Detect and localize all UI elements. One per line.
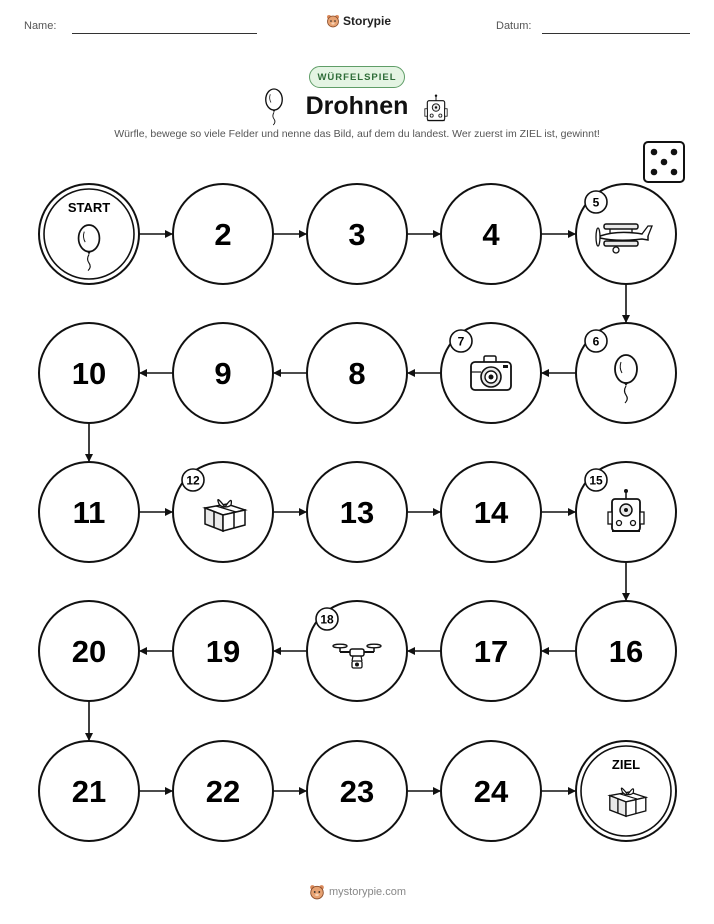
- page-title: Drohnen: [305, 92, 409, 120]
- board-cell-19[interactable]: [173, 601, 273, 701]
- cell-number: 18: [320, 612, 334, 627]
- cell-number: 12: [186, 473, 200, 488]
- cell-label: START: [67, 200, 111, 215]
- board-cell-12[interactable]: [173, 462, 273, 562]
- board-cell-14[interactable]: [441, 462, 541, 562]
- board-cell-2[interactable]: [173, 184, 273, 284]
- cell-number: 14: [473, 495, 509, 530]
- cell-number: 2: [214, 217, 232, 252]
- board-cell-8[interactable]: [307, 323, 407, 423]
- cell-number: 13: [339, 495, 375, 530]
- board-cell-18[interactable]: [307, 601, 407, 701]
- board-cell-ziel[interactable]: [576, 741, 676, 841]
- cell-number: 22: [205, 774, 241, 809]
- cell-circle: [576, 741, 676, 841]
- die-five-icon: [644, 142, 684, 182]
- board-cell-9[interactable]: [173, 323, 273, 423]
- cell-number: 9: [214, 356, 232, 391]
- board-cell-4[interactable]: [441, 184, 541, 284]
- date-label: Datum:: [496, 20, 532, 32]
- footer-url[interactable]: mystorypie.com: [329, 886, 407, 898]
- cell-label: ZIEL: [611, 757, 641, 772]
- cell-number: 11: [72, 495, 106, 530]
- board-cell-11[interactable]: [39, 462, 139, 562]
- board-cell-5[interactable]: [576, 184, 676, 284]
- game-type-badge: WÜRFELSPIEL: [309, 66, 405, 88]
- board-cell-10[interactable]: [39, 323, 139, 423]
- board-cell-7[interactable]: [441, 323, 541, 423]
- board-cell-15[interactable]: [576, 462, 676, 562]
- cell-number: 20: [71, 634, 107, 669]
- board-cell-21[interactable]: [39, 741, 139, 841]
- cell-number: 6: [592, 334, 600, 349]
- board-cell-17[interactable]: [441, 601, 541, 701]
- brand-name: Storypie: [343, 14, 392, 28]
- cell-number: 4: [482, 217, 500, 252]
- name-label: Name:: [24, 20, 57, 32]
- cell-number: 5: [592, 195, 600, 210]
- cell-number: 8: [348, 356, 366, 391]
- cell-number: 17: [473, 634, 509, 669]
- board-cell-3[interactable]: [307, 184, 407, 284]
- robot-icon: [425, 95, 447, 121]
- cell-number: 19: [205, 634, 241, 669]
- cell-number: 10: [71, 356, 107, 391]
- board-cell-20[interactable]: [39, 601, 139, 701]
- board-cell-22[interactable]: [173, 741, 273, 841]
- board-cell-13[interactable]: [307, 462, 407, 562]
- cell-number: 21: [71, 774, 107, 809]
- bear-icon: [309, 884, 325, 900]
- board-cell-16[interactable]: [576, 601, 676, 701]
- camera-icon: [471, 356, 511, 390]
- cell-number: 15: [589, 473, 603, 488]
- board-cell-24[interactable]: [441, 741, 541, 841]
- board-cell-6[interactable]: [576, 323, 676, 423]
- cell-number: 3: [348, 217, 366, 252]
- cell-number: 23: [339, 774, 375, 809]
- balloon-icon: [266, 89, 283, 125]
- cell-number: 24: [473, 774, 509, 809]
- instructions: Würfle, bewege so viele Felder und nenne das Bild, auf dem du landest. Wer zuerst im ZIEL ist, gewinnt!: [114, 128, 600, 140]
- cell-number: 7: [457, 334, 465, 349]
- cell-number: 16: [608, 634, 644, 669]
- footer: [309, 884, 406, 900]
- board-cell-start[interactable]: [39, 184, 139, 284]
- board-cell-23[interactable]: [307, 741, 407, 841]
